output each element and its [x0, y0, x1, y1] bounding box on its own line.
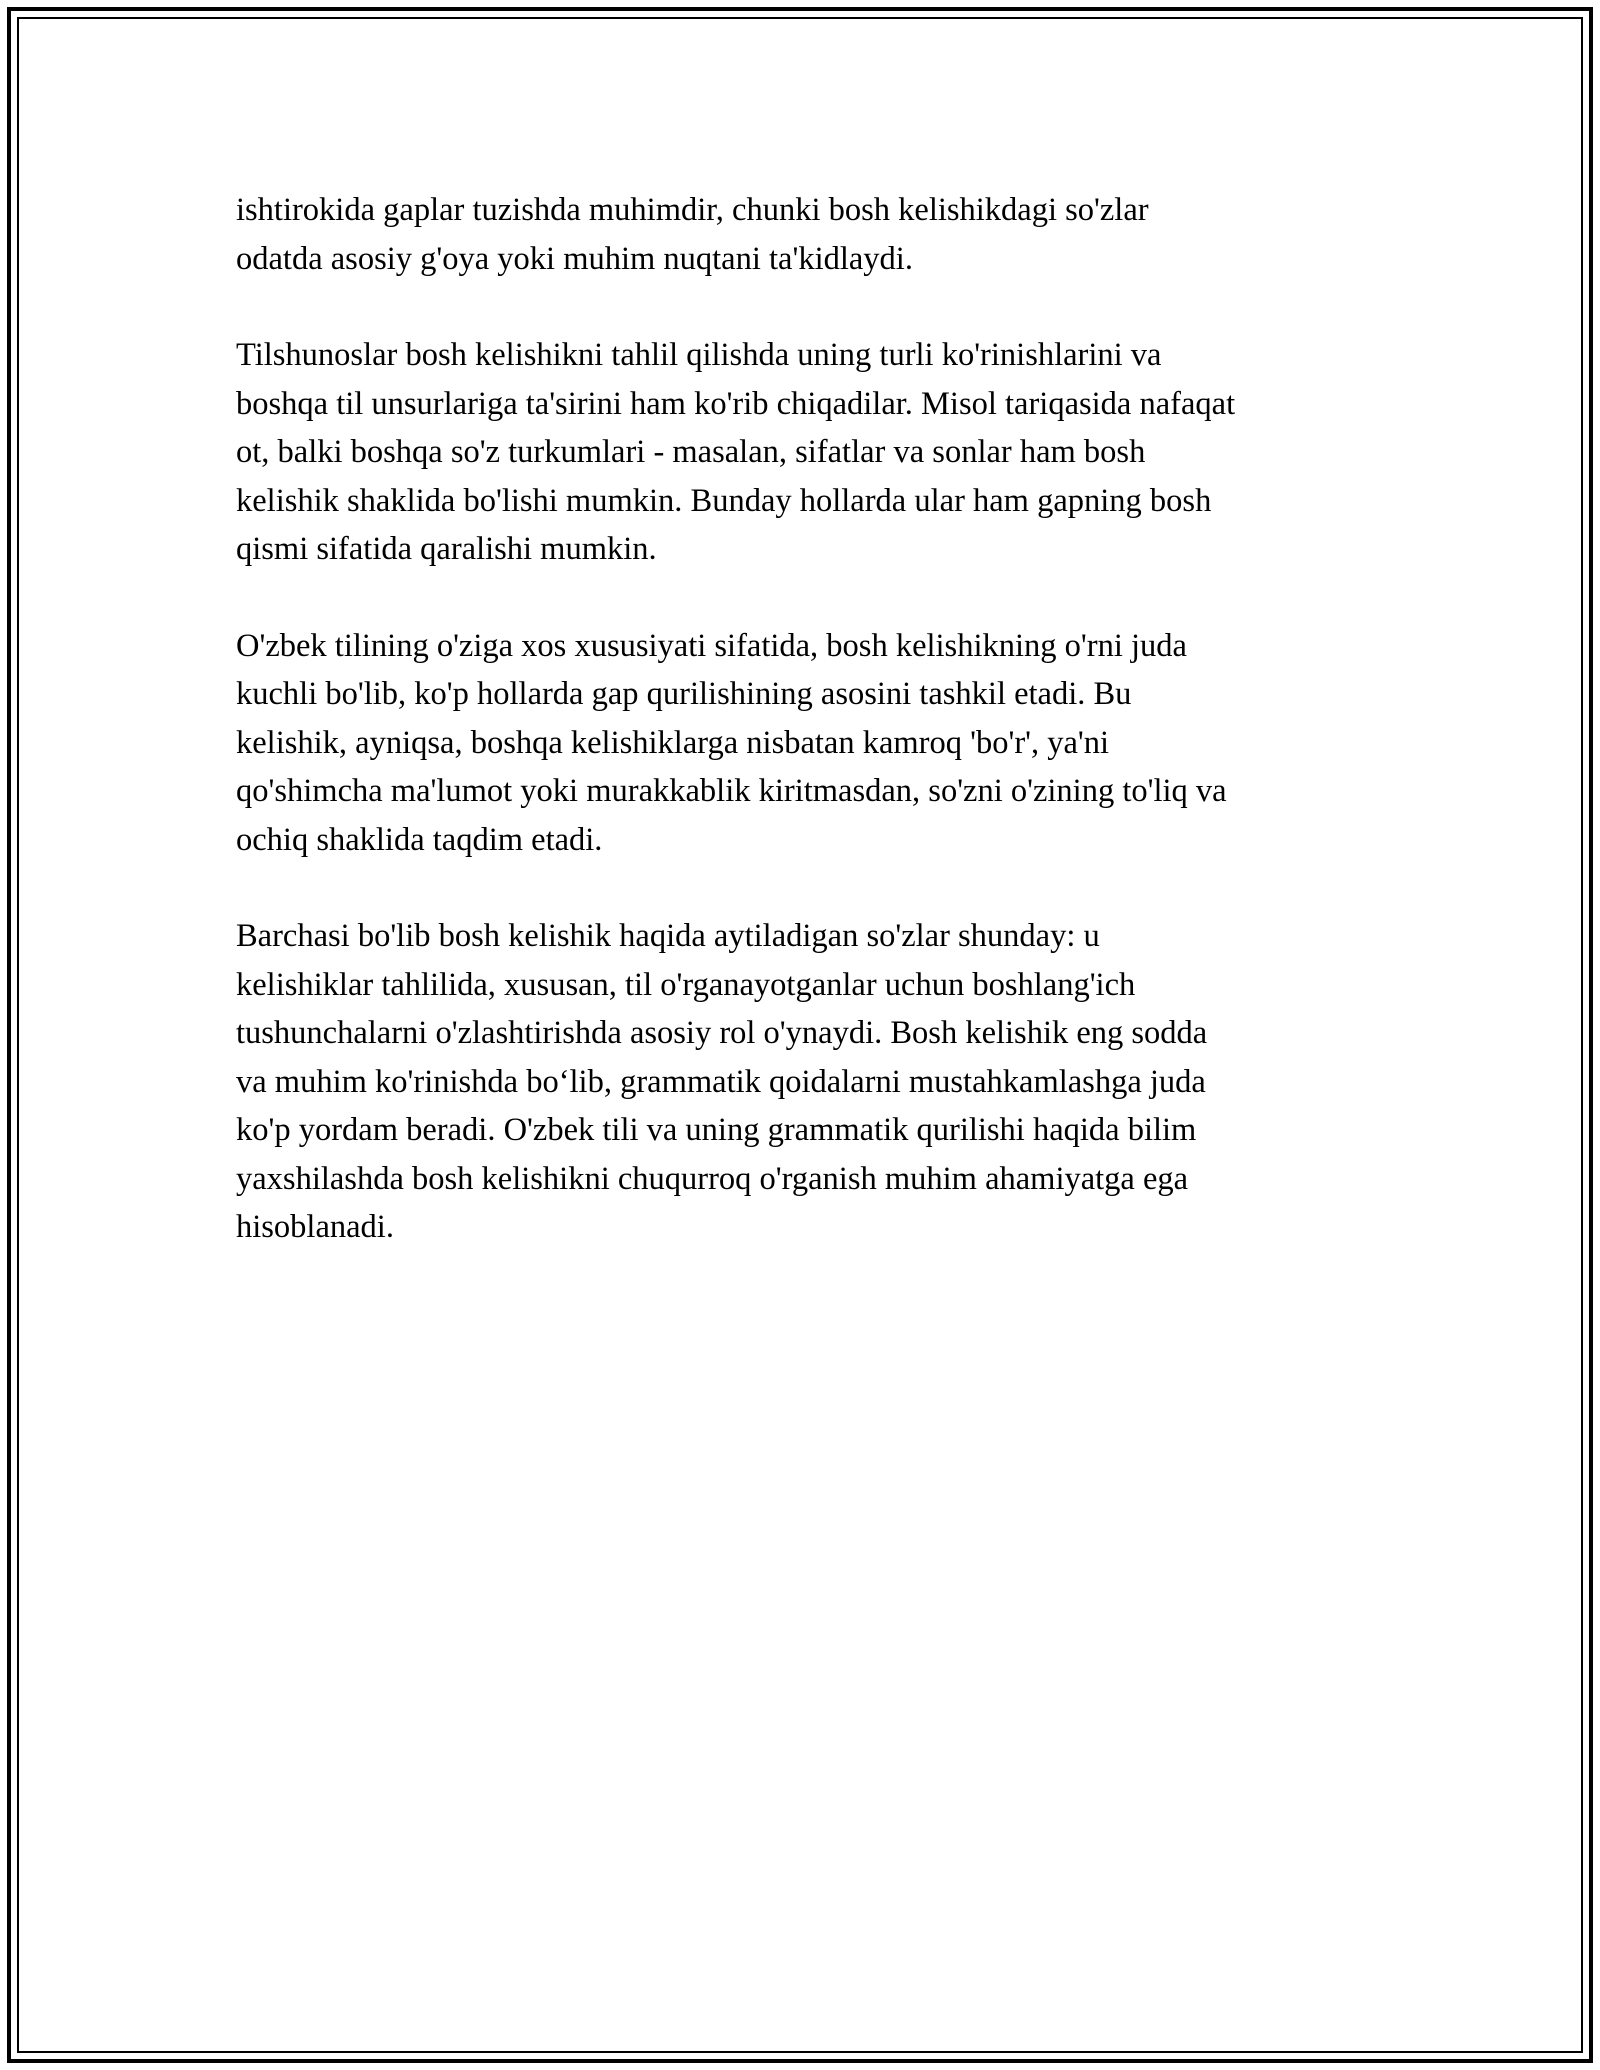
paragraph-4: Barchasi bo'lib bosh kelishik haqida aytiladigan so'zlar shunday: u kelishiklar tahlilida, xususan, til o'rganayotganlar uchun boshlang'ich tushunchalarni o'zlashtirishda asosiy rol o'ynaydi. Bosh kelishik eng sodda va muhim ko'rinishda bo‘lib, grammatik qoidalarni mustahkamlashga juda ko'p yordam beradi. O'zbek tili va uning grammatik qurilishi haqida bilim yaxshilashda bosh kelishikni chuqurroq o'rganish muhim ahamiyatga ega hisoblanadi.: [236, 918, 1208, 1245]
paragraph-3: O'zbek tilining o'ziga xos xususiyati sifatida, bosh kelishikning o'rni juda kuchli bo'lib, ko'p hollarda gap qurilishining asosini tashkil etadi. Bu kelishik, ayniqsa, boshqa kelishiklarga nisbatan kamroq 'bo'r', ya'ni qo'shimcha ma'lumot yoki murakkablik kiritmasdan, so'zni o'zining to'liq va ochiq shaklida taqdim etadi.: [236, 627, 1227, 858]
paragraph-2: Tilshunoslar bosh kelishikni tahlil qilishda uning turli ko'rinishlarini va boshqa til unsurlariga ta'sirini ham ko'rib chiqadilar. Misol tariqasida nafaqat ot, balki boshqa so'z turkumlari - masalan, sifatlar va sonlar ham bosh kelishik shaklida bo'lishi mumkin. Bunday hollarda ular ham gapning bosh qismi sifatida qaralishi mumkin.: [236, 337, 1236, 567]
document-body: [236, 186, 1376, 1300]
paragraph-1: ishtirokida gaplar tuzishda muhimdir, chunki bosh kelishikdagi so'zlar odatda asosiy g'oya yoki muhim nuqtani ta'kidlaydi.: [236, 192, 1149, 277]
